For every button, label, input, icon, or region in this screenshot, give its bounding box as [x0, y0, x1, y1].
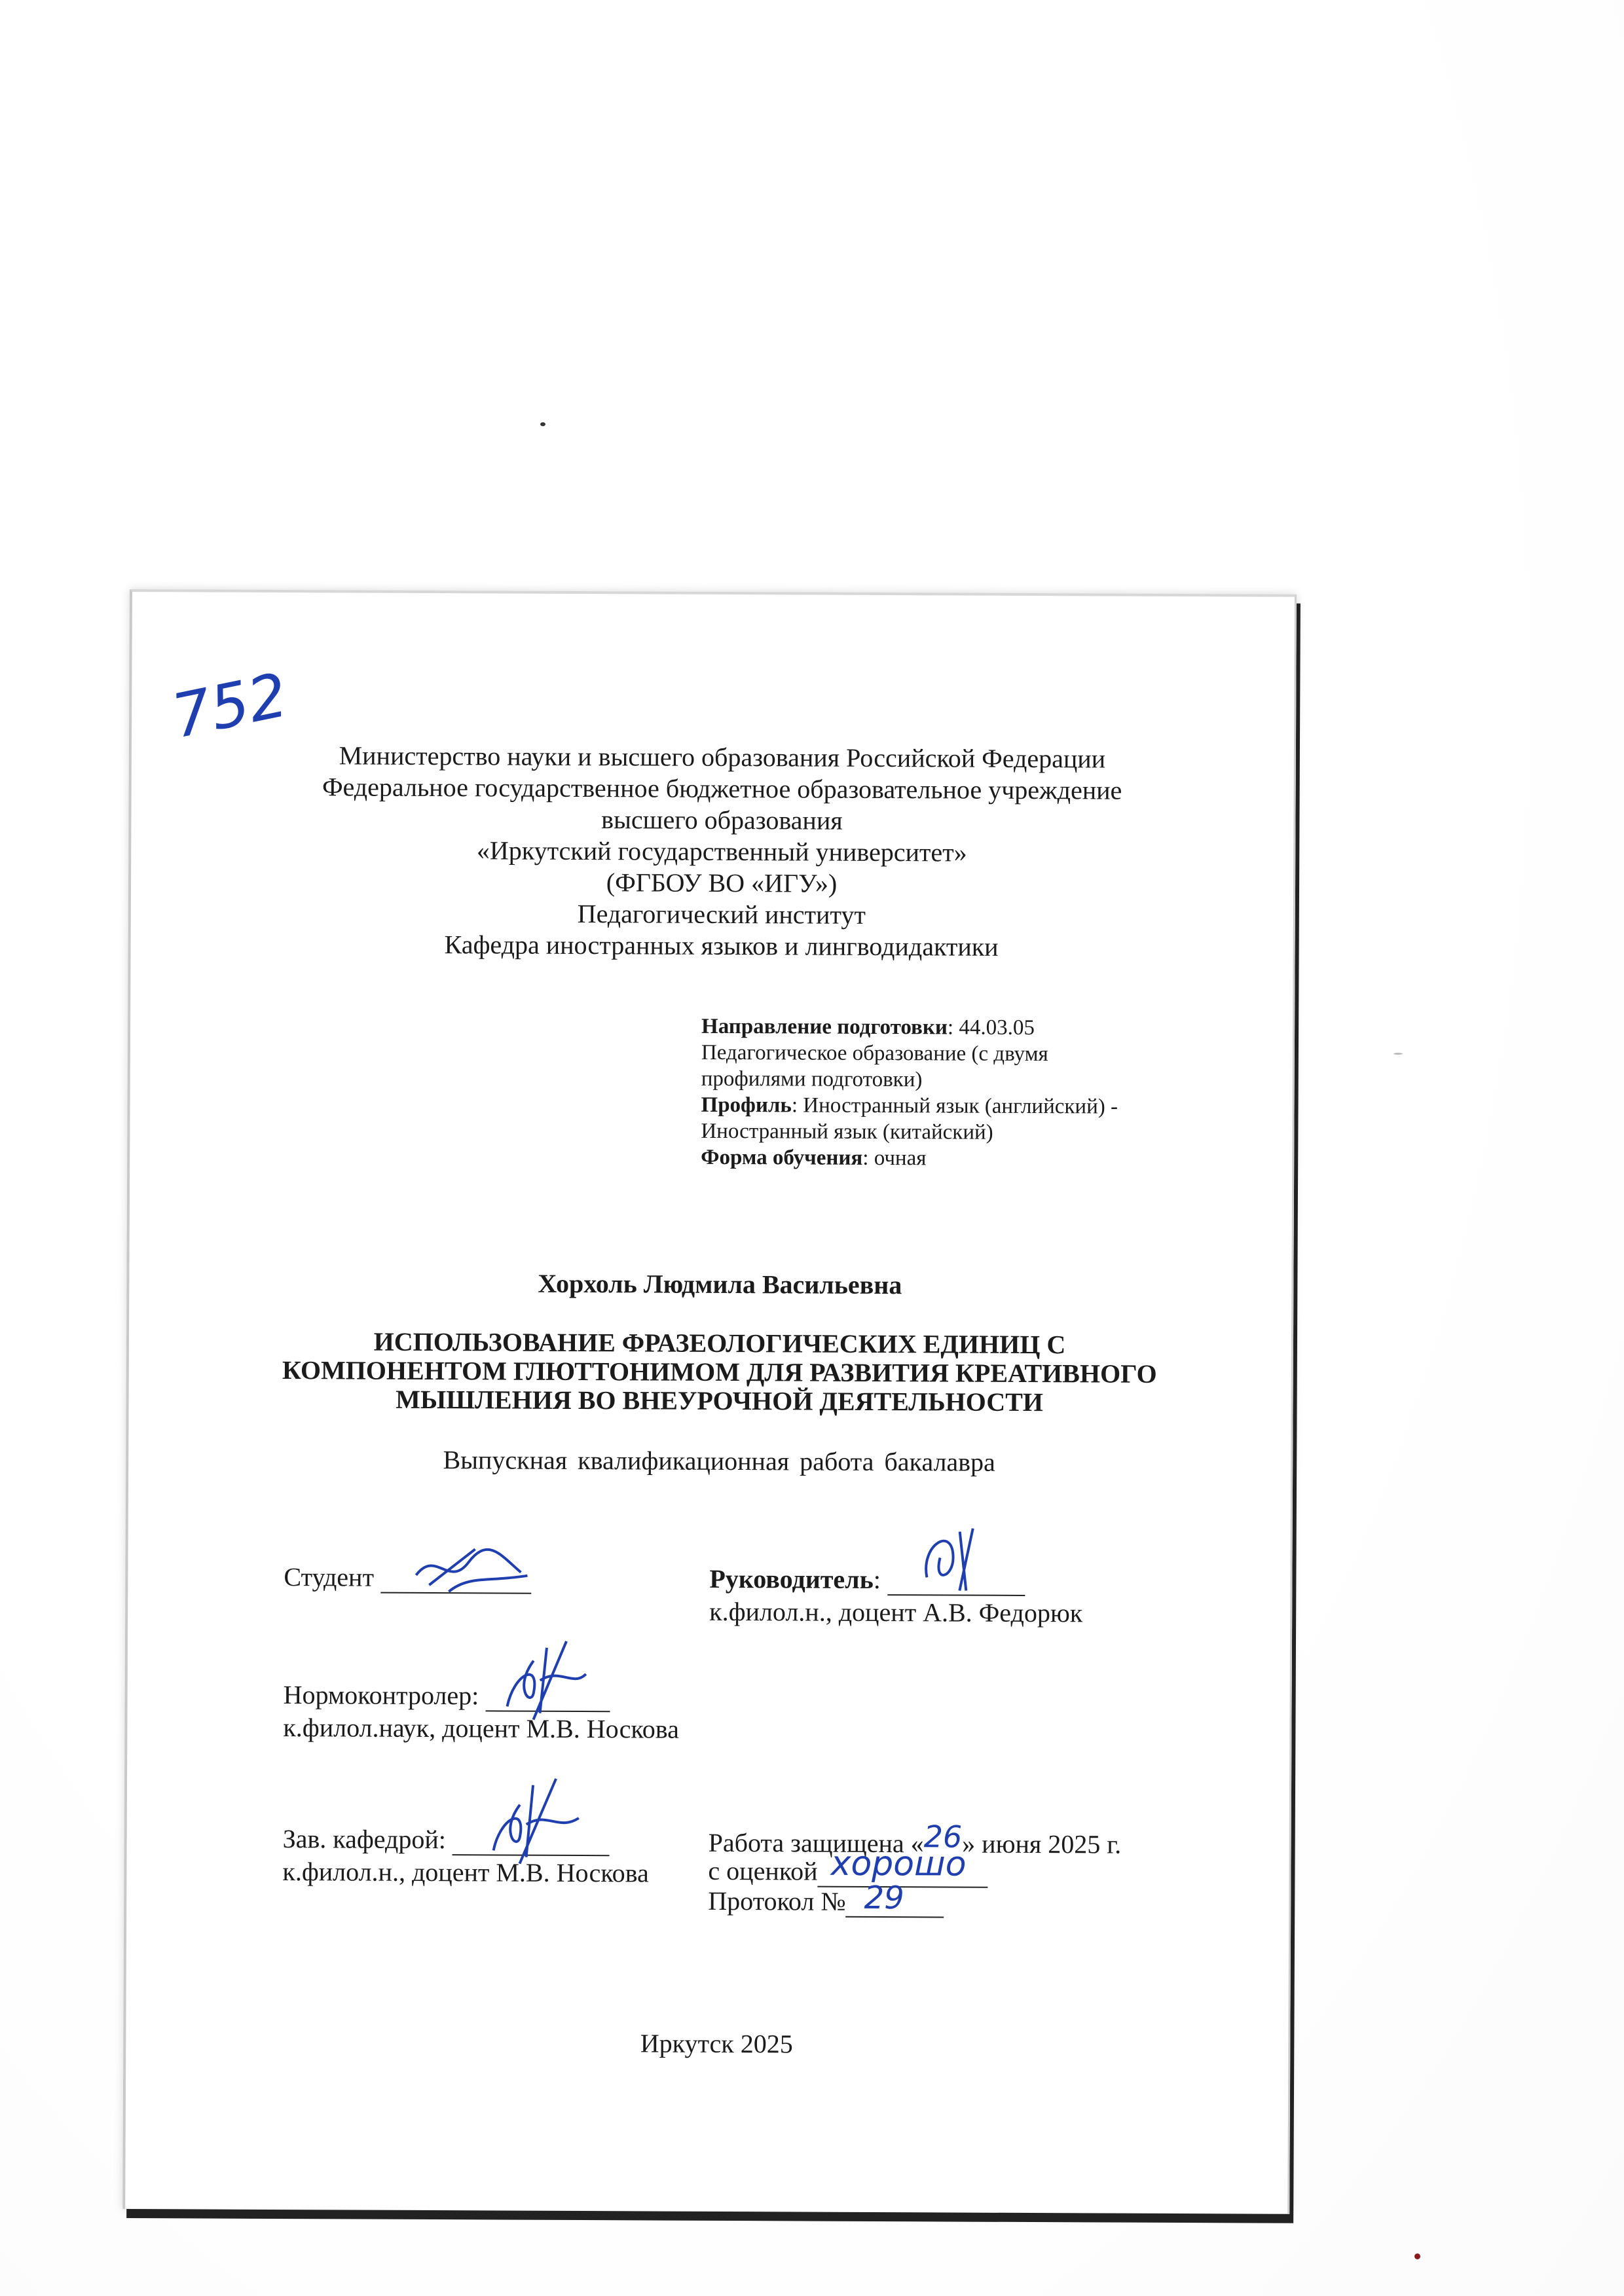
supervisor-label: Руководитель: [709, 1563, 874, 1594]
education-line: высшего образования: [601, 805, 843, 835]
direction-line3: профилями подготовки): [701, 1066, 923, 1092]
head-name: к.филол.н., доцент М.В. Носкова: [282, 1857, 649, 1888]
protocol-line: [845, 1879, 944, 1918]
direction-code: : 44.03.05: [947, 1015, 1035, 1040]
title-line-2: КОМПОНЕНТОМ ГЛЮТТОНИМОМ ДЛЯ РАЗВИТИЯ КРЕАТИВНОГО: [282, 1355, 1157, 1389]
city-year: Иркутск 2025: [640, 2028, 793, 2059]
department-line: Кафедра иностранных языков и лингводидактики: [444, 930, 999, 962]
grade-row: [708, 1844, 987, 1888]
scan-speck: [1414, 2253, 1420, 2259]
scan-speck: [540, 422, 545, 426]
defense-prefix: Работа защищена «: [708, 1827, 924, 1859]
title-line-1: ИСПОЛЬЗОВАНИЕ ФРАЗЕОЛОГИЧЕСКИХ ЕДИНИЦ С: [373, 1326, 1066, 1360]
profile-line2: Иностранный язык (китайский): [701, 1119, 993, 1144]
normcontrol-name: к.филол.наук, доцент М.В. Носкова: [283, 1713, 680, 1744]
student-label: Студент: [284, 1562, 375, 1592]
form-value: : очная: [862, 1146, 927, 1171]
institute-line: Педагогический институт: [577, 898, 866, 930]
thesis-title: [0, 1324, 1440, 1417]
defense-day: 26: [923, 1819, 963, 1855]
institution-line: Федеральное государственное бюджетное образовательное учреждение: [322, 772, 1122, 805]
direction-row: [701, 1013, 1035, 1041]
head-signature: [480, 1772, 592, 1870]
form-row: [701, 1144, 926, 1172]
supervisor-colon: :: [873, 1564, 881, 1595]
protocol-row: [708, 1879, 944, 1918]
grade-value: хорошо: [830, 1844, 967, 1884]
grade-label: с оценкой: [708, 1855, 818, 1886]
university-line: «Иркутский государственный университет»: [476, 835, 967, 867]
ministry-line: Министерство науки и высшего образования Российской Федерации: [339, 740, 1106, 774]
profile-row: [701, 1092, 1118, 1120]
direction-label: Направление подготовки: [701, 1014, 948, 1040]
author-name: Хорхоль Людмила Васильевна: [538, 1268, 902, 1300]
title-line-3: МЫШЛЕНИЯ ВО ВНЕУРОЧНОЙ ДЕЯТЕЛЬНОСТИ: [396, 1384, 1044, 1417]
title-page: [122, 589, 1297, 2214]
supervisor-name: к.филол.н., доцент А.В. Федорюк: [709, 1596, 1083, 1628]
header-block: [2, 738, 1443, 962]
normcontrol-label: Нормоконтролер:: [283, 1680, 479, 1711]
university-abbr: (ФГБОУ ВО «ИГУ»): [606, 867, 838, 898]
profile-value: : Иностранный язык (английский) -: [791, 1093, 1118, 1119]
handwritten-number: 752: [166, 659, 293, 752]
supervisor-signature: [913, 1518, 999, 1597]
defense-suffix: » июня 2025 г.: [962, 1829, 1122, 1859]
scan-speck: [1393, 1053, 1403, 1055]
student-signature: [409, 1536, 540, 1602]
head-label: Зав. кафедрой:: [282, 1824, 447, 1855]
direction-line2: Педагогическое образование (с двумя: [701, 1040, 1048, 1066]
profile-label: Профиль: [701, 1093, 792, 1118]
protocol-label: Протокол №: [708, 1886, 846, 1916]
form-label: Форма обучения: [701, 1145, 863, 1170]
protocol-number: 29: [864, 1879, 904, 1917]
work-type: Выпускная квалификационная работа бакалавра: [443, 1445, 995, 1477]
